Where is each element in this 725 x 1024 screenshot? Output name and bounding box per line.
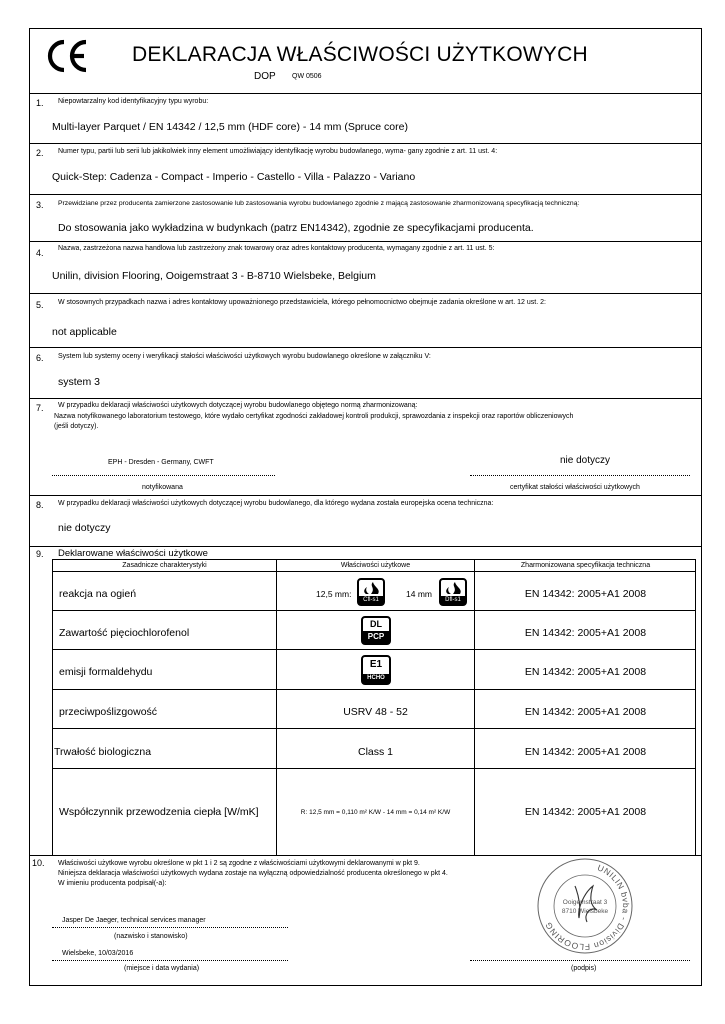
- section-4-label: Nazwa, zastrzeżona nazwa handlowa lub zastrzeżony znak towarowy oraz adres kontaktowy producenta, wymagany zgodnie z art. 11 ust. 5:: [58, 245, 495, 252]
- section-number: 8.: [36, 500, 44, 510]
- column-header: Zharmonizowana specyfikacja techniczna: [520, 562, 651, 569]
- dotted-line: [52, 475, 275, 476]
- spec-cell: EN 14342: 2005+A1 2008: [524, 627, 647, 639]
- pcp-badge-bottom: PCP: [363, 631, 389, 643]
- divider: [30, 398, 701, 399]
- section-7-subtext: Nazwa notyfikowanego laboratorium testowego, które wydało certyfikat zgodności zakładowej kontroli produkcji, sprawozdania z inspekcji oraz raportów obliczeniowych: [54, 413, 574, 420]
- section-number: 5.: [36, 300, 44, 310]
- document-frame: [29, 28, 702, 986]
- stamp-ring-text: UNILIN bvba - Division FLOORING: [542, 862, 632, 953]
- place-date-caption: (miejsce i data wydania): [124, 965, 200, 972]
- e1-badge-bottom: HCHO: [363, 674, 389, 683]
- performance-table: [52, 559, 696, 856]
- spec-cell: EN 14342: 2005+A1 2008: [524, 746, 647, 758]
- performance-cell: Class 1: [357, 746, 393, 758]
- divider: [53, 768, 695, 769]
- e1-badge-top: E1: [369, 659, 383, 670]
- section-10-line: W imieniu producenta podpisał(-a):: [58, 880, 167, 887]
- divider: [53, 571, 695, 572]
- dotted-line: [52, 960, 288, 961]
- characteristic-cell: reakcja na ogień: [59, 588, 137, 600]
- divider: [30, 546, 701, 547]
- section-2-value: Quick-Step: Cadenza - Compact - Imperio - Castello - Villa - Palazzo - Variano: [52, 171, 416, 183]
- divider: [53, 649, 695, 650]
- flame-badge-icon: [439, 578, 467, 606]
- spec-cell: EN 14342: 2005+A1 2008: [524, 666, 647, 678]
- signer-name: Jasper De Jaeger, technical services manager: [62, 917, 206, 924]
- dotted-line: [470, 960, 690, 961]
- section-6-value: system 3: [58, 376, 101, 388]
- characteristic-cell: Zawartość pięciochlorofenol: [59, 627, 190, 639]
- flame-badge-icon: [357, 578, 385, 606]
- section-2-label: Numer typu, partii lub serii lub jakikolwiek inny element umożliwiający identyfikację wyrobu budowlanego, wyma- gany zgodnie z art. 11 ust. 4:: [58, 148, 498, 155]
- signer-caption: (nazwisko i stanowisko): [114, 933, 188, 940]
- certificate-caption: certyfikat stałości właściwości użytkowych: [510, 484, 640, 491]
- section-10-line: Niniejsza deklaracja właściwości użytkowych wydana zostaje na wyłączną odpowiedzialność producenta określonego w pkt 4.: [58, 870, 448, 877]
- divider: [53, 689, 695, 690]
- divider: [53, 610, 695, 611]
- section-number: 6.: [36, 353, 44, 363]
- section-7-label: W przypadku deklaracji właściwości użytkowych dotyczącej wyrobu budowlanego objętego normą zharmonizowaną:: [58, 402, 418, 409]
- section-5-label: W stosownych przypadkach nazwa i adres kontaktowy upoważnionego przedstawiciela, którego pełnomocnictwo obejmuje zadania określone w art. 12 ust. 2:: [58, 299, 546, 306]
- section-number: 2.: [36, 148, 44, 158]
- divider: [30, 194, 701, 195]
- performance-cell: 12,5 mm:: [316, 589, 352, 599]
- section-number: 4.: [36, 248, 44, 258]
- divider: [30, 293, 701, 294]
- spec-cell: EN 14342: 2005+A1 2008: [524, 706, 647, 718]
- spec-cell: EN 14342: 2005+A1 2008: [524, 806, 647, 818]
- section-8-label: W przypadku deklaracji właściwości użytkowych dotyczącej wyrobu budowlanego, dla którego wydana została europejska ocena techniczna:: [58, 500, 494, 507]
- section-4-value: Unilin, division Flooring, Ooigemstraat 3 - B-8710 Wielsbeke, Belgium: [52, 270, 376, 282]
- section-8-value: nie dotyczy: [58, 522, 111, 534]
- section-number: 7.: [36, 403, 44, 413]
- divider: [30, 241, 701, 242]
- place-date: Wielsbeke, 10/03/2016: [62, 950, 134, 957]
- dop-code: QW 0506: [292, 73, 322, 80]
- certificate-value: nie dotyczy: [560, 455, 611, 466]
- characteristic-cell: Trwałość biologiczna: [54, 746, 152, 758]
- divider: [30, 347, 701, 348]
- divider: [53, 728, 695, 729]
- dotted-line: [52, 927, 288, 928]
- signature-caption: (podpis): [571, 965, 597, 972]
- flame-class-label: Cfl-s1: [359, 596, 383, 604]
- section-number: 10.: [32, 858, 45, 868]
- divider: [30, 495, 701, 496]
- section-6-label: System lub systemy oceny i weryfikacji stałości właściwości użytkowych wyrobu budowlanego określone w załączniku V:: [58, 353, 431, 360]
- notified-lab-value: EPH - Dresden - Germany, CWFT: [108, 459, 214, 466]
- ce-mark-logo: [42, 39, 90, 73]
- performance-cell: USRV 48 - 52: [343, 706, 408, 718]
- performance-cell: 14 mm: [406, 589, 432, 599]
- spec-cell: EN 14342: 2005+A1 2008: [524, 588, 647, 600]
- section-3-value: Do stosowania jako wykładzina w budynkach (patrz EN14342), zgodnie ze specyfikacjami producenta.: [58, 222, 534, 234]
- section-7-subtext: (jeśli dotyczy).: [54, 423, 99, 430]
- section-9-label: Deklarowane właściwości użytkowe: [58, 548, 208, 559]
- dotted-line: [470, 475, 690, 476]
- section-number: 1.: [36, 98, 44, 108]
- flame-class-label: Dfl-s1: [441, 596, 465, 604]
- notified-lab-caption: notyfikowana: [142, 484, 183, 491]
- page-title: DEKLARACJA WŁAŚCIWOŚCI UŻYTKOWYCH: [132, 43, 588, 66]
- stamp-line: Ooigemstraat 3: [562, 899, 608, 906]
- stamp-line: 8710 Wielsbeke: [561, 908, 609, 915]
- company-stamp: [535, 856, 635, 956]
- section-number: 3.: [36, 200, 44, 210]
- characteristic-cell: Współczynnik przewodzenia ciepła [W/mK]: [59, 806, 259, 818]
- dop-label: DOP: [254, 71, 276, 82]
- divider: [30, 93, 701, 94]
- section-number: 9.: [36, 549, 44, 559]
- section-1-value: Multi-layer Parquet / EN 14342 / 12,5 mm (HDF core) - 14 mm (Spruce core): [52, 121, 408, 133]
- divider: [30, 143, 701, 144]
- performance-cell: R: 12,5 mm = 0,110 m² K/W - 14 mm = 0,14 m² K/W: [300, 809, 451, 816]
- e1-badge-icon: [361, 655, 391, 685]
- column-header: Właściwości użytkowe: [340, 562, 411, 569]
- section-5-value: not applicable: [52, 326, 117, 338]
- section-3-label: Przewidziane przez producenta zamierzone zastosowanie lub zastosowania wyrobu budowlanego zgodnie z mającą zastosowanie zharmonizowaną specyfikacją techniczną:: [58, 200, 580, 207]
- characteristic-cell: emisji formaldehydu: [59, 666, 153, 678]
- characteristic-cell: przeciwpoślizgowość: [59, 706, 158, 718]
- column-header: Zasadnicze charakterystyki: [122, 562, 207, 569]
- section-1-label: Niepowtarzalny kod identyfikacyjny typu wyrobu:: [58, 98, 209, 105]
- section-10-line: Właściwości użytkowe wyrobu określone w pkt 1 i 2 są zgodne z właściwościami użytkowymi deklarowanymi w pkt 9.: [58, 860, 420, 867]
- pcp-badge-top: DL: [370, 619, 382, 629]
- pcp-badge-icon: [361, 616, 391, 645]
